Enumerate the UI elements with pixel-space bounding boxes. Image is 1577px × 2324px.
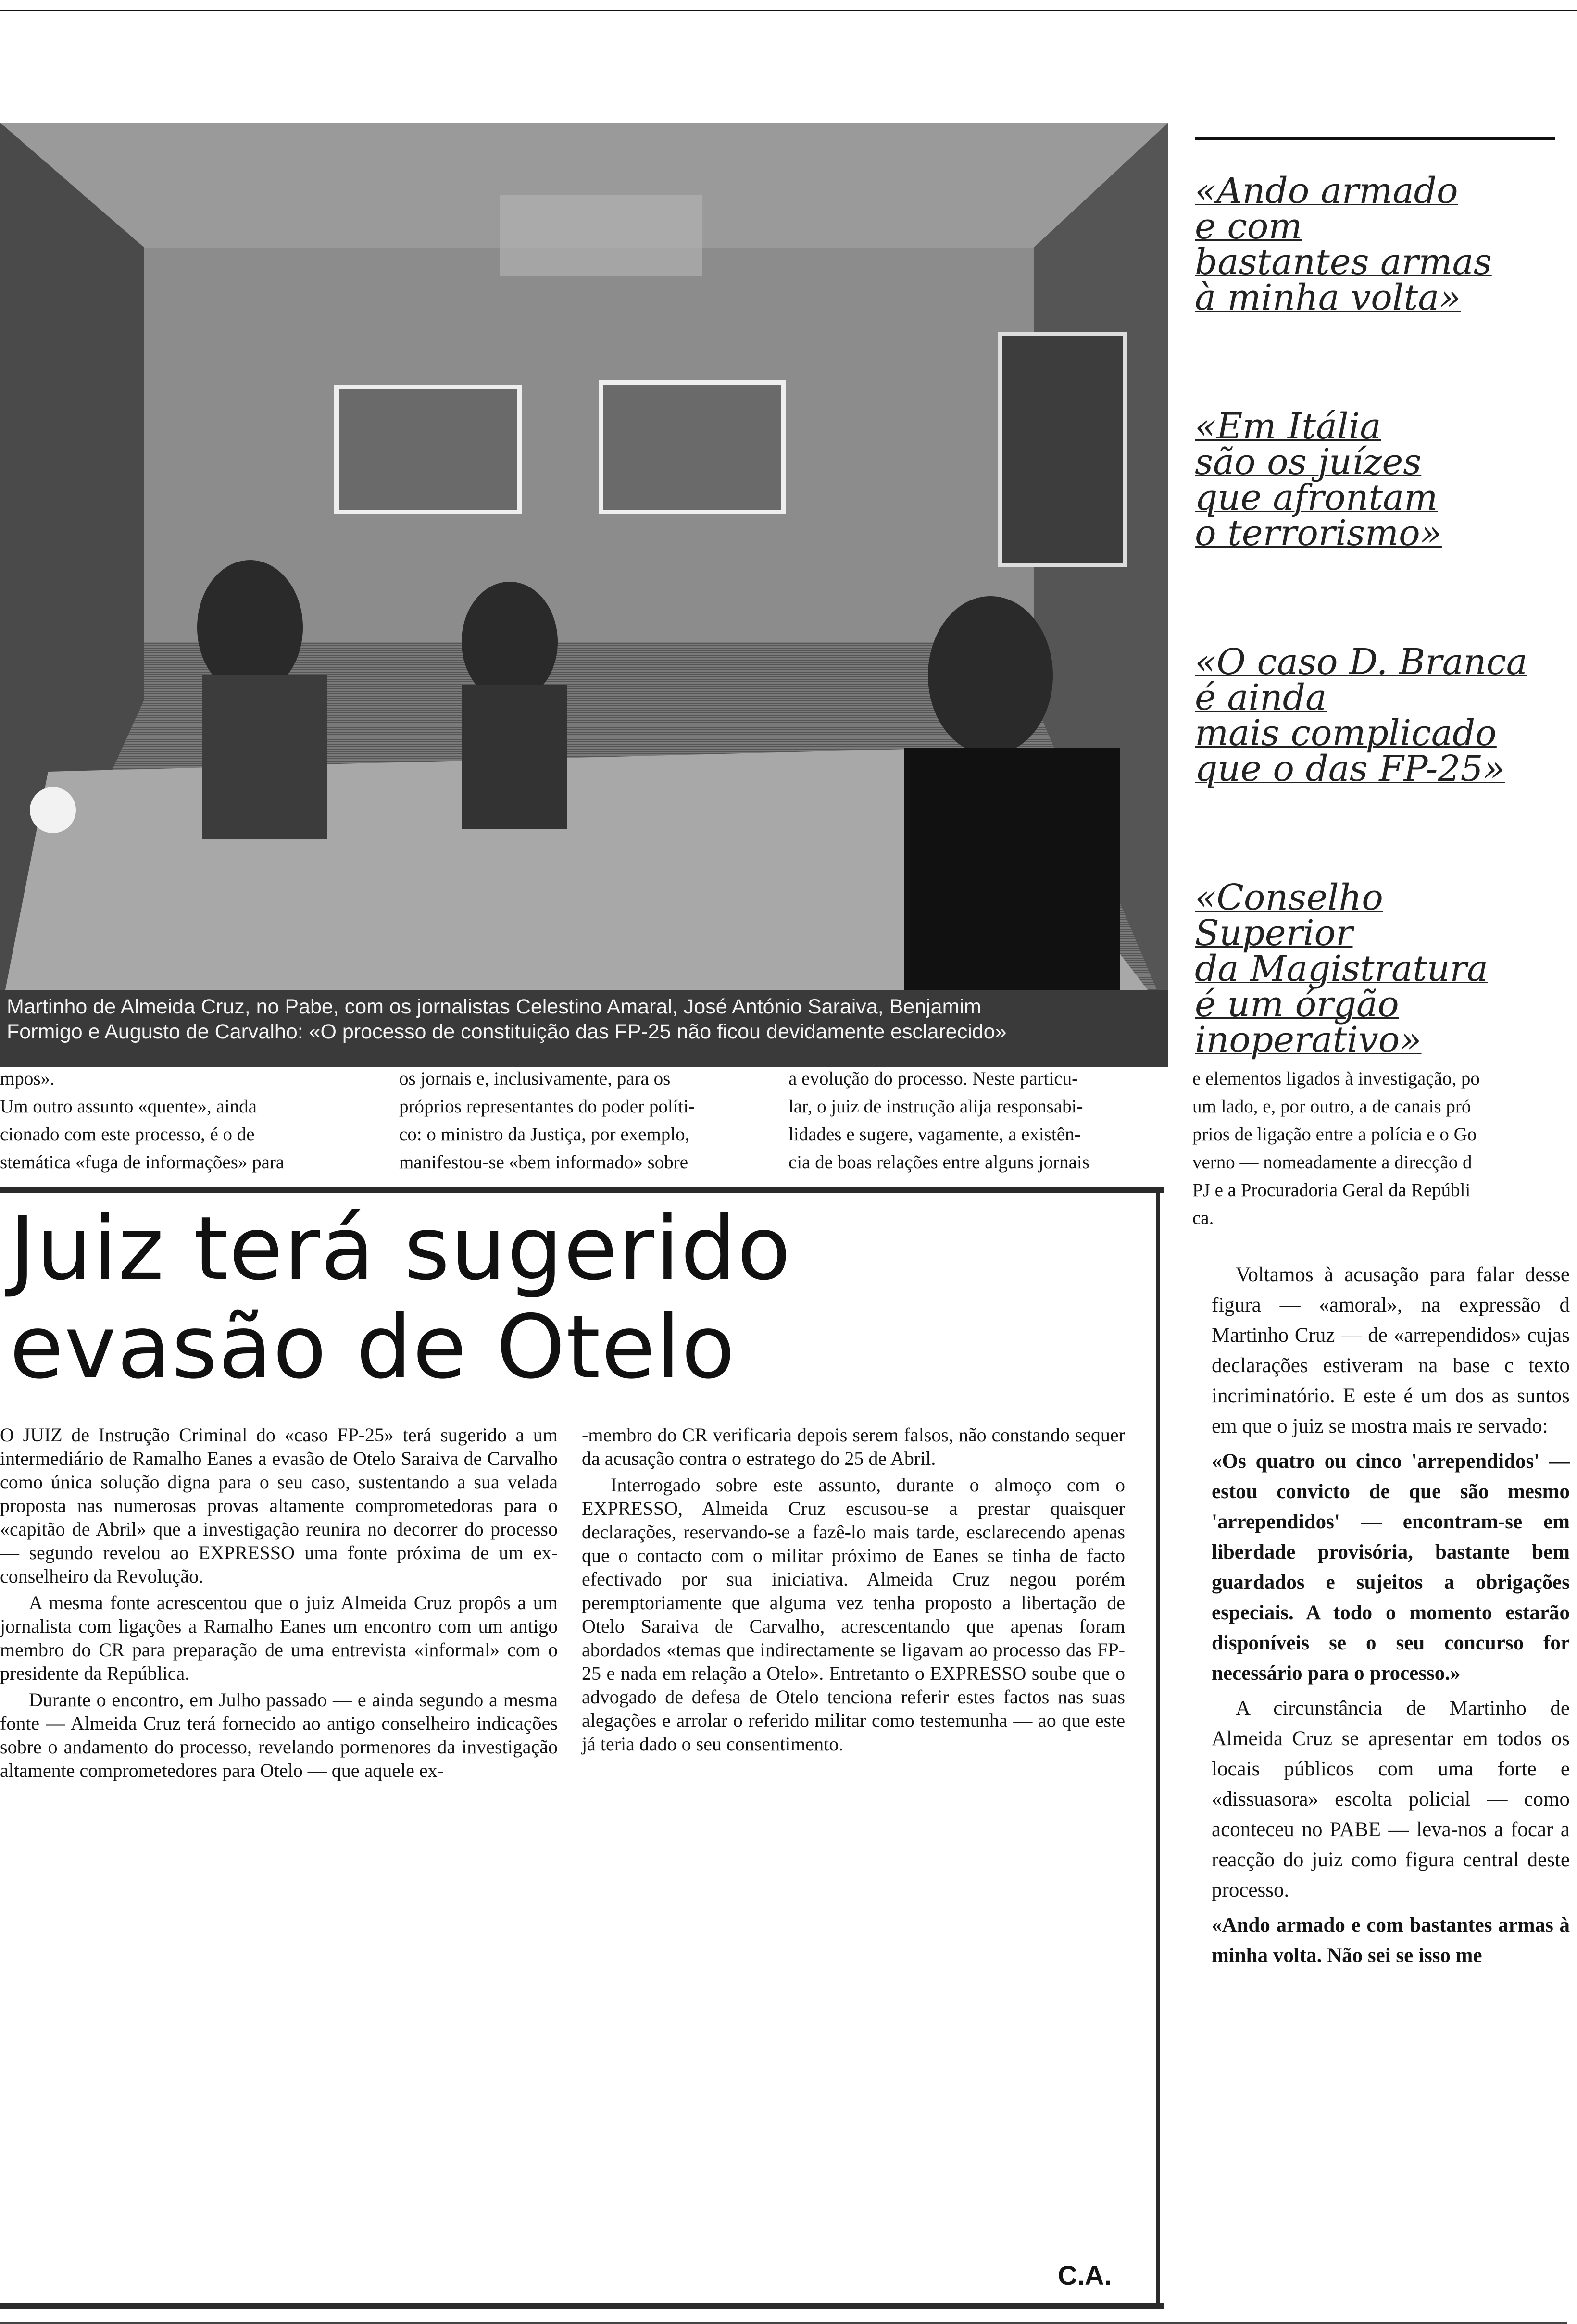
snippet-col-4-line-4: verno — nomeadamente a direcção d (1192, 1152, 1472, 1173)
snippet-col-1 (0, 1065, 385, 1176)
right-col-paragraph-2: «Os quatro ou cinco 'arrependidos' — estou convicto de que são mesmo 'arrependidos' — encontram-se em liberdade provisória, bastante bem guardados e sujeitos a obrigações especiais. A todo o momento estarão disponíveis se o seu concurso for necessário para o processo.» (1212, 1450, 1570, 1685)
photo-illustration (0, 123, 1168, 1017)
snippet-col-2-line-1: os jornais e, inclusivamente, para os (399, 1068, 671, 1089)
snippet-col-2-line-2: próprios representantes do poder políti- (399, 1096, 695, 1117)
snippet-col-2-line-3: co: o ministro da Justiça, por exemplo, (399, 1124, 690, 1145)
pullquote-1-line-3: bastantes armas (1195, 241, 1492, 283)
pullquote-1 (1195, 170, 1531, 318)
pullquote-2-line-1: «Em Itália (1195, 406, 1381, 447)
pullquote-2 (1195, 406, 1531, 554)
pullquote-3-line-4: que o das FP-25» (1195, 748, 1505, 789)
pullquote-2-line-3: que afrontam (1195, 477, 1438, 518)
article-col-2-paragraph-2: Interrogado sobre este assunto, durante o almoço com o EXPRESSO, Almeida Cruz escusou-se a prestar quaisquer declarações, reservando-se a fazê-lo mais tarde, esclarecendo apenas que o contacto com o militar próximo de Eanes se tinha de facto efectivado por sua iniciativa. Almeida Cruz negou porém peremptoriamente que alguma vez tenha proposto a libertação de Otelo Saraiva de Carvalho, acrescentando que apenas foram abordados «temas que indirectamente se ligavam ao processo das FP-25 e nada em relação a Otelo». Entretanto o EXPRESSO soube que o advogado de defesa de Otelo tenciona referir estes factos nas suas alegações e arrolar o referido militar como testemunha — ao que este já teria dado o seu consentimento. (582, 1474, 1125, 1755)
headline-line-1: Juiz terá sugerido (10, 1198, 792, 1299)
pullquote-3-line-3: mais complicado (1195, 712, 1497, 754)
pullquote-top-rule (1195, 137, 1555, 140)
article-col-1-paragraph-2: A mesma fonte acrescentou que o juiz Almeida Cruz propôs a um jornalista com ligações a Ramalho Eanes um encontro com um antigo membro do CR para preparação de uma entrevista «informal» com o presidente da República. (0, 1592, 558, 1684)
snippet-col-3-line-1: a evolução do processo. Neste particu- (788, 1068, 1078, 1089)
snippet-col-4-line-2: um lado, e, por outro, a de canais pró (1192, 1096, 1471, 1117)
pullquote-3-line-1: «O caso D. Branca (1195, 641, 1527, 683)
snippet-col-1-line-2: Um outro assunto «quente», ainda (0, 1096, 257, 1117)
snippet-col-3 (788, 1065, 1168, 1176)
pullquote-3-line-2: é ainda (1195, 677, 1327, 718)
pullquote-2-line-2: são os juízes (1195, 441, 1422, 483)
right-col-paragraph-3: A circunstância de Martinho de Almeida Cruz se apresentar em todos os locais públicos com uma forte e «dissuasora» escolta policial — como aconteceu no PABE — leva-nos a focar a reacção do juiz como figura central deste processo. (1212, 1697, 1570, 1901)
article-box-right-rule (1156, 1187, 1160, 2303)
right-column (1212, 1260, 1570, 1975)
article-column-1 (0, 1423, 558, 1785)
snippet-col-4 (1192, 1065, 1572, 1232)
right-col-paragraph-1: Voltamos à acusação para falar desse figura — «amoral», na expressão d Martinho Cruz — de «arrependidos» cujas declarações estiveram na base c texto incriminatório. E este é um dos as suntos em que o juiz se mostra mais re servado: (1212, 1263, 1570, 1437)
pullquote-4 (1195, 877, 1531, 1061)
article-col-1-paragraph-3: Durante o encontro, em Julho passado — e ainda segundo a mesma fonte — Almeida Cruz terá fornecido ao antigo conselheiro indicações sobre o andamento do processo, revelando pormenores da investigação altamente comprometedores para Otelo — que aquele ex- (0, 1689, 558, 1781)
snippet-col-3-line-3: lidades e sugere, vagamente, a existên- (788, 1124, 1081, 1145)
pullquote-4-line-2: da Magistratura (1195, 948, 1489, 989)
snippet-col-3-line-2: lar, o juiz de instrução alija responsabi- (788, 1096, 1083, 1117)
snippet-col-4-line-6: ca. (1192, 1208, 1214, 1228)
snippet-col-4-line-3: prios de ligação entre a polícia e o Go (1192, 1124, 1477, 1145)
article-col-1-paragraph-1: O JUIZ de Instrução Criminal do «caso FP-25» terá sugerido a um intermediário de Ramalho Eanes a evasão de Otelo Saraiva de Carvalho como única solução digna para o seu caso, sustentando a sua velada proposta nas numerosas provas altamente comprometedoras para o «capitão de Abril» que a investigação reunira no decorrer do processo — segundo revelou ao EXPRESSO uma fonte próxima de um ex-conselheiro da Revolução. (0, 1424, 558, 1587)
pullquote-1-line-2: e com (1195, 206, 1302, 247)
pullquote-2-line-4: o terrorismo» (1195, 512, 1442, 554)
article-column-2 (582, 1423, 1125, 1759)
photo-caption (0, 990, 1168, 1067)
snippet-col-4-line-5: PJ e a Procuradoria Geral da Repúbli (1192, 1180, 1471, 1200)
pullquote-4-line-3: é um órgão (1195, 984, 1399, 1025)
snippet-col-1-line-4: stemática «fuga de informações» para (0, 1152, 285, 1173)
snippet-col-2-line-4: manifestou-se «bem informado» sobre (399, 1152, 688, 1173)
article-col-2-paragraph-1: -membro do CR verificaria depois serem falsos, não constando sequer da acusação contra o estratego do 25 de Abril. (582, 1424, 1125, 1469)
snippet-col-3-line-4: cia de boas relações entre alguns jornais (788, 1152, 1089, 1173)
article-headline (10, 1199, 827, 1397)
pullquote-1-line-4: à minha volta» (1195, 277, 1461, 318)
pullquote-4-line-4: inoperativo» (1195, 1019, 1422, 1061)
caption-line-2: Formigo e Augusto de Carvalho: «O processo de constituição das FP-25 não ficou devidamente esclarecido» (7, 1020, 1007, 1043)
snippet-col-1-line-3: cionado com este processo, é o de (0, 1124, 255, 1145)
bottom-scan-mark (0, 2322, 1567, 2324)
article-signature: C.A. (1058, 2260, 1112, 2290)
headline-line-2: evasão de Otelo (10, 1296, 736, 1398)
pullquote-4-line-1: «Conselho Superior (1195, 877, 1383, 954)
right-col-paragraph-4: «Ando armado e com bastantes armas à minha volta. Não sei se isso me (1212, 1914, 1570, 1967)
pullquote-3 (1195, 641, 1531, 789)
top-edge-rule (0, 10, 1577, 11)
snippet-col-2 (399, 1065, 779, 1176)
article-box-top-rule (0, 1187, 1164, 1193)
caption-line-1: Martinho de Almeida Cruz, no Pabe, com os jornalistas Celestino Amaral, José António Saraiva, Benjamim (7, 995, 981, 1018)
news-photo (0, 123, 1168, 1017)
snippet-col-4-line-1: e elementos ligados à investigação, po (1192, 1068, 1480, 1089)
snippet-col-1-line-1: mpos». (0, 1068, 55, 1089)
article-box-bottom-rule (0, 2303, 1164, 2309)
pullquote-1-line-1: «Ando armado (1195, 170, 1458, 212)
